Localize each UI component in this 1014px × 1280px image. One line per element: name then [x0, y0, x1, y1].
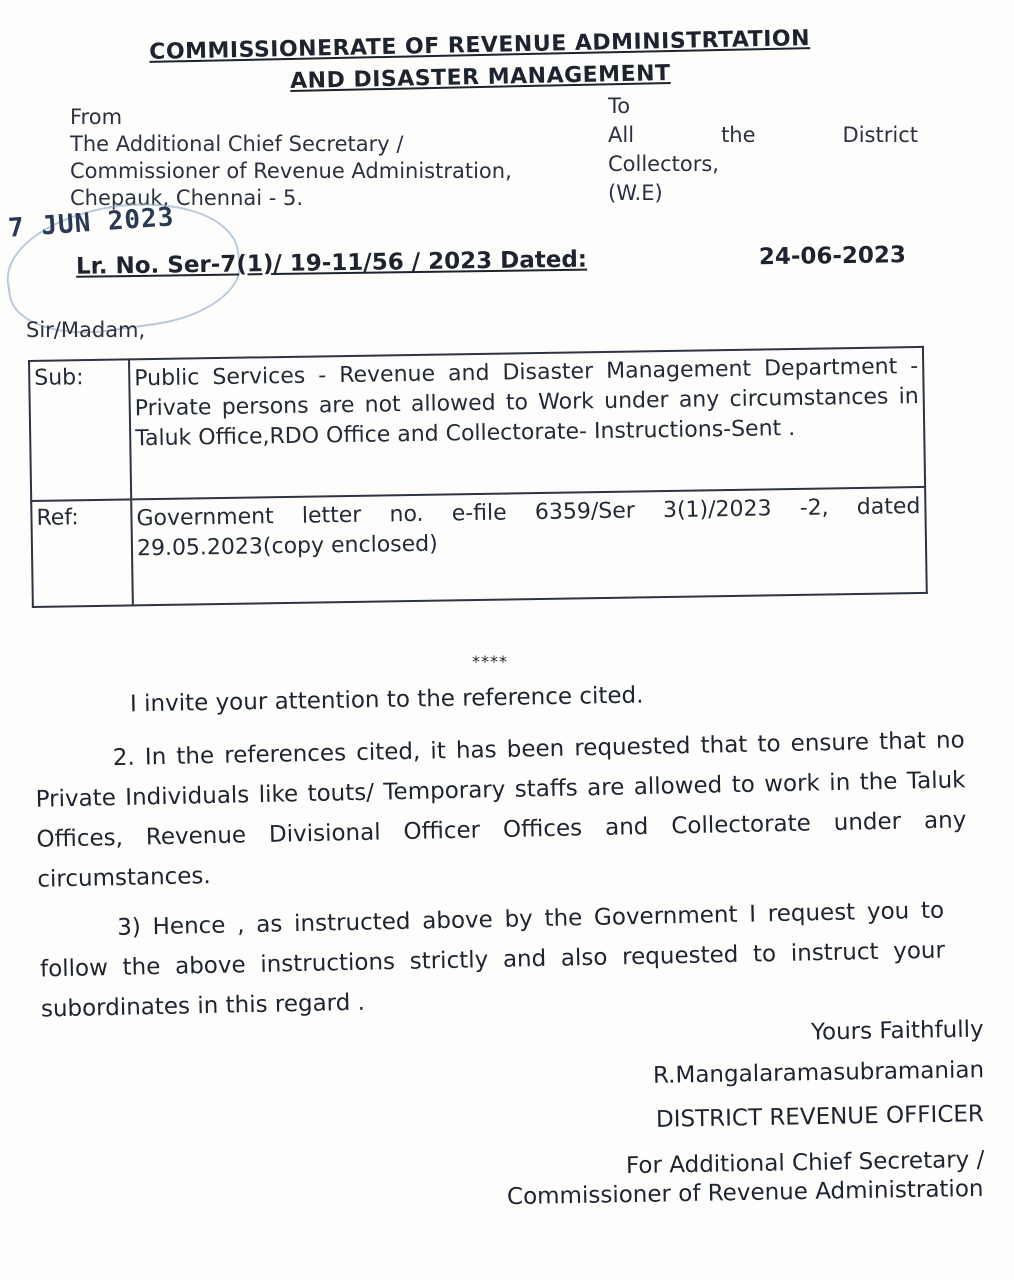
signatory-name: R.Mangalaramasubramanian	[652, 1057, 985, 1089]
letter-number: Lr. No. Ser-7(1)/ 19-11/56 / 2023 Dated:	[75, 246, 588, 280]
reference-label: Ref:	[31, 499, 133, 607]
letter-heading	[109, 22, 850, 101]
reference-row	[31, 487, 927, 607]
from-label: From	[70, 105, 123, 129]
signatory-for-line-1: For Additional Chief Secretary /	[625, 1146, 985, 1180]
received-stamp-date: 7 JUN 2023	[7, 202, 176, 244]
body-paragraph-3-text: 3) Hence , as instructed above by the Government I request you to follow the above instructions strictly and also requested to instruct your subordinates in this regard .	[39, 897, 946, 1023]
from-line-3: Chepauk, Chennai - 5.	[70, 186, 304, 210]
body-paragraph-3	[39, 891, 946, 1030]
to-word-1: All	[608, 123, 635, 147]
body-paragraph-2-text: 2. In the references cited, it has been requested that to ensure that no Private Individuals like touts/ Temporary staffs are allowed to work in the Taluk Offices, Revenue Divisional Officer Offices and Collectorate under any circumstances.	[35, 727, 967, 893]
to-word-3: District	[842, 123, 918, 147]
to-label: To	[608, 94, 631, 118]
from-address	[70, 104, 610, 212]
salutation: Sir/Madam,	[26, 318, 146, 342]
heading-line-2: AND DISASTER MANAGEMENT	[289, 61, 671, 94]
from-line-2: Commissioner of Revenue Administration,	[70, 159, 512, 183]
reference-text: Government letter no. e-file 6359/Ser 3(1)/2023 -2, dated 29.05.2023(copy enclosed)	[131, 487, 927, 605]
subject-text: Public Services - Revenue and Disaster Management Department - Private persons are not allowed to Work under any circumstances in Taluk Office,RDO Office and Collectorate- Instructions-Sent .	[129, 347, 925, 499]
letter-date: 24-06-2023	[758, 242, 907, 271]
paragraph-indent	[39, 935, 117, 937]
subject-reference-table	[28, 346, 928, 608]
to-word-2: the	[721, 123, 756, 147]
separator-stars: ****	[472, 652, 508, 671]
to-line-1	[608, 121, 918, 150]
subject-row	[29, 347, 925, 501]
paragraph-indent	[35, 765, 113, 767]
heading-line-1: COMMISSIONERATE OF REVENUE ADMINISTRTATION	[149, 26, 811, 65]
subject-label: Sub:	[29, 359, 131, 501]
body-paragraph-1: I invite your attention to the reference cited.	[129, 682, 644, 718]
from-line-1: The Additional Chief Secretary /	[70, 132, 404, 156]
closing-phrase: Yours Faithfully	[811, 1016, 985, 1046]
to-line-3: (W.E)	[608, 181, 663, 205]
to-address	[608, 92, 918, 208]
signatory-designation: DISTRICT REVENUE OFFICER	[655, 1101, 985, 1133]
body-paragraph-2	[34, 720, 967, 899]
to-line-2: Collectors,	[608, 152, 719, 176]
signatory-for-line-2: Commissioner of Revenue Administration	[507, 1175, 985, 1211]
